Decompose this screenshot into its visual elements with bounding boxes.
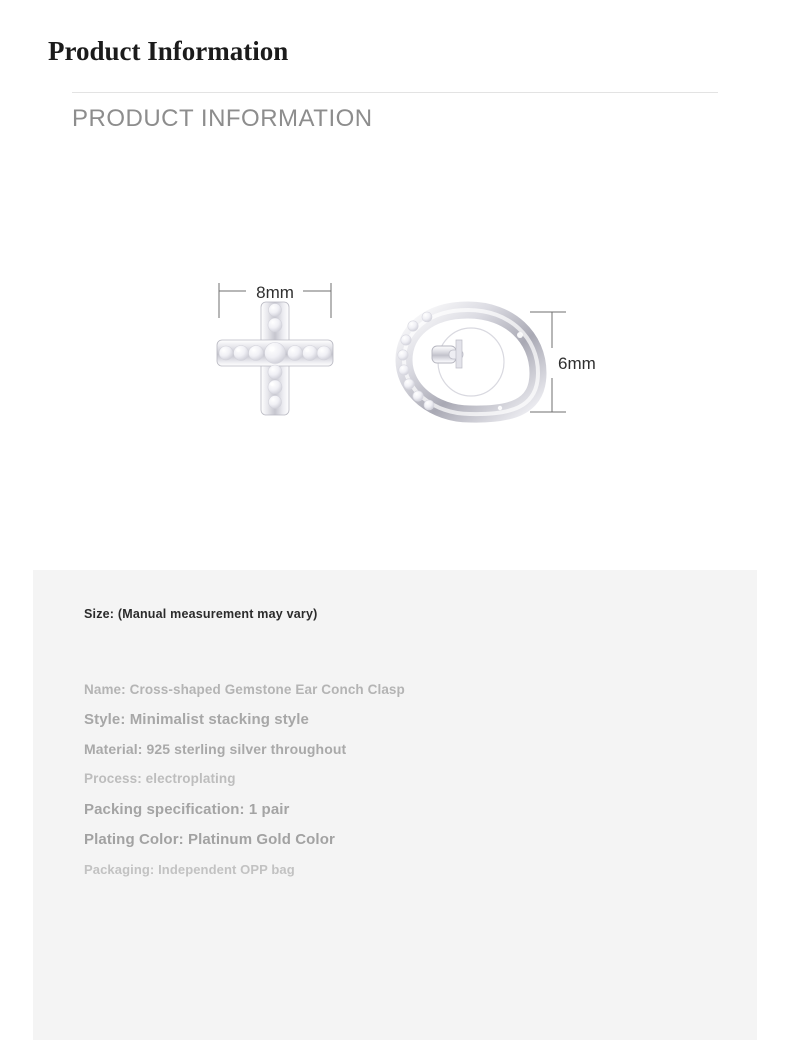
spec-item-style: Style: Minimalist stacking style (84, 711, 309, 728)
size-note: Size: (Manual measurement may vary) (84, 607, 318, 621)
cross-dimension-label: 8mm (256, 283, 294, 302)
spec-item-name: Name: Cross-shaped Gemstone Ear Conch Clasp (84, 682, 405, 697)
title-divider (72, 92, 718, 93)
hoop-dimension-label: 6mm (558, 354, 596, 373)
spec-item-material: Material: 925 sterling silver throughout (84, 741, 347, 757)
cross-earring-graphic (217, 283, 333, 415)
specification-panel (33, 570, 757, 1040)
section-heading: PRODUCT INFORMATION (72, 105, 373, 132)
product-illustration (0, 190, 790, 550)
spec-item-packaging: Packaging: Independent OPP bag (84, 862, 295, 877)
product-illustration-svg (0, 190, 790, 550)
hoop-earring-graphic (398, 310, 596, 414)
page-title: Product Information (48, 36, 289, 66)
specification-list (84, 682, 704, 877)
spec-item-plating: Plating Color: Platinum Gold Color (84, 831, 335, 848)
spec-item-process: Process: electroplating (84, 771, 236, 786)
spec-item-packing: Packing specification: 1 pair (84, 801, 290, 818)
